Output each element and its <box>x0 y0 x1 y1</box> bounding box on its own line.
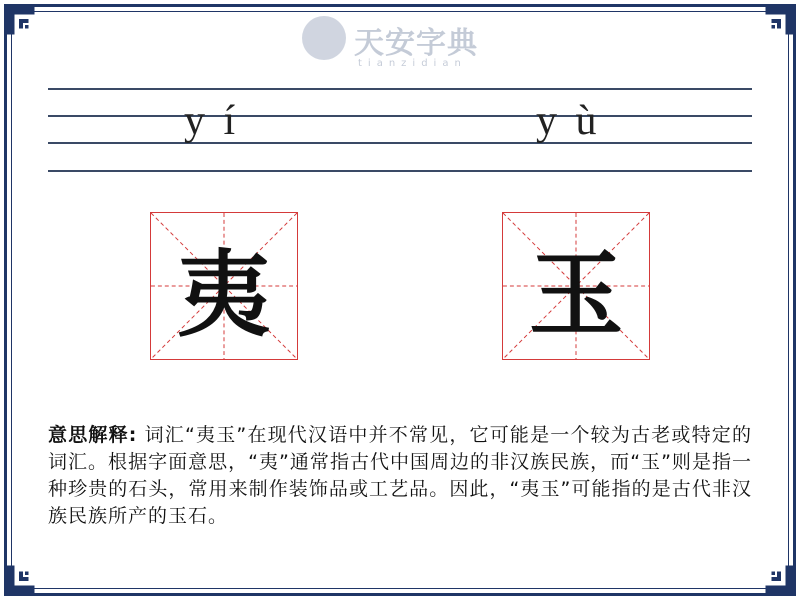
logo-emblem-icon <box>302 16 346 60</box>
character-grid <box>502 212 650 360</box>
corner-ornament-icon <box>752 4 796 48</box>
pinyin-syllable: y í <box>184 98 240 144</box>
corner-ornament-icon <box>4 552 48 596</box>
pinyin-line <box>48 115 752 117</box>
pinyin-line <box>48 142 752 144</box>
pinyin-line <box>48 170 752 172</box>
corner-ornament-icon <box>752 552 796 596</box>
logo-title: 天安字典 <box>354 26 478 61</box>
pinyin-syllable: y ù <box>536 98 601 144</box>
logo-subtitle: tianzidian <box>358 58 467 69</box>
character-grid <box>150 212 298 360</box>
meaning-colon: : <box>128 424 138 446</box>
site-logo <box>302 14 502 70</box>
corner-ornament-icon <box>4 4 48 48</box>
character-glyph: 夷 <box>176 240 271 350</box>
pinyin-line <box>48 88 752 90</box>
meaning-text: 词汇“夷玉”在现代汉语中并不常见，它可能是一个较为古老或特定的词汇。根据字面意思，“夷”通常指古代中国周边的非汉族民族，而“玉”则是指一种珍贵的石头，常用来制作装饰品或工艺品。因此，“夷玉”可能指的是古代非汉族民族所产的玉石。 <box>48 424 752 527</box>
meaning-label: 意思解释 <box>48 424 129 446</box>
character-glyph: 玉 <box>528 240 623 350</box>
meaning-paragraph <box>48 422 752 530</box>
